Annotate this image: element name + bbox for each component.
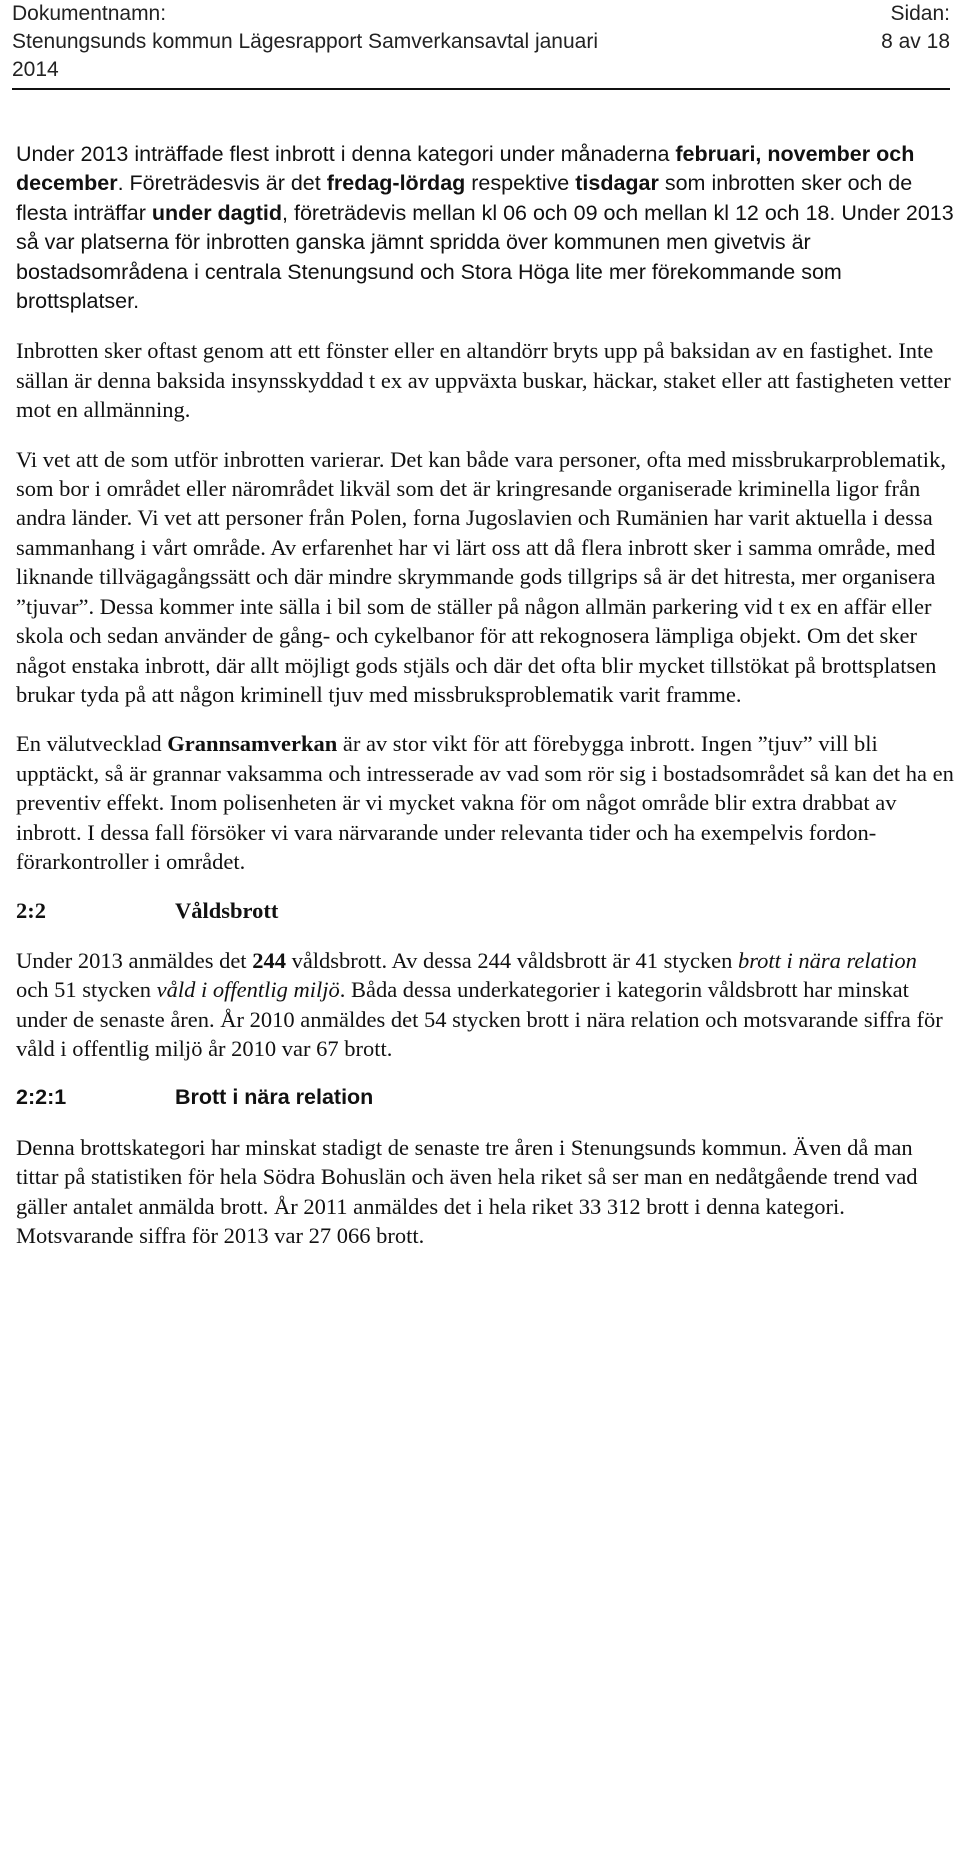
paragraph-perpetrators: Vi vet att de som utför inbrotten varierar. Det kan både vara personer, ofta med missbrukarproblematik, som bor i området eller närområdet likväl som det är kringresande organiserade kriminella ligor från andra länder. Vi vet att personer från Polen, forna Jugoslavien och Rumänien har varit aktuella i dessa sammanhang i vårt område. Av erfarenhet har vi lärt oss att då flera inbrott sker i samma område, med liknande tillvägagångssätt och där mindre skrymmande gods tillgrips så är det hitresta, mer organisera ”tjuvar”. Dessa kommer inte sälla i bil som de ställer på någon allmän parkering vid t ex en affär eller skola och sedan använder de gång- och cykelbanor för att rekognosera lämpliga objekt. Om det sker något enstaka inbrott, där allt möjligt gods stjäls och där det ofta blir mycket tillstökat på brottsplatsen brukar tyda på att någon kriminell tjuv med missbruksproblematik varit framme. — [16, 446, 946, 707]
section-number: 2:2:1 — [16, 1085, 67, 1110]
text-run: Under 2013 inträffade flest inbrott i denna kategori under månaderna — [16, 142, 676, 166]
doc-title: Stenungsunds kommun Lägesrapport Samverkansavtal januari — [12, 30, 599, 53]
bold-months: februari, november och december — [16, 142, 915, 196]
paragraph-domestic-violence: Denna brottskategori har minskat stadigt de senaste tre åren i Stenungsunds kommun. Även då man tittar på statistiken för hela Södra Bohuslän och även hela riket så ser man en nedåtgående trend vad gäller antalet anmälda brott. År 2011 anmäldes det i hela riket 33 312 brott i denna kategori. Motsvarande siffra för 2013 var 27 066 brott. — [16, 1134, 918, 1248]
text-run: . Företrädesvis är det — [117, 171, 327, 196]
paragraph-neighborhood-watch — [16, 729, 954, 876]
bold-days: fredag-lördag — [326, 171, 466, 196]
italic-term: brott i nära relation — [737, 947, 917, 973]
text-run: respektive — [465, 171, 576, 196]
text-run: som inbrotten sker och de flesta inträffar — [16, 171, 913, 225]
section-title: Våldsbrott — [175, 898, 279, 924]
paragraph-violent-crime — [16, 946, 954, 1064]
text-run: våldsbrott. Av dessa 244 våldsbrott är 41 stycken — [285, 947, 738, 973]
doc-year: 2014 — [12, 58, 59, 81]
section-heading-2-2 — [16, 896, 954, 925]
header-divider — [12, 88, 950, 90]
text-run: En välutvecklad — [16, 731, 168, 757]
page-number: 8 av 18 — [881, 30, 950, 53]
text-run: är av stor vikt för att förebygga inbrott. Ingen ”tjuv” vill bli upptäckt, så är grannar vaksamma och intresserade av vad som rör sig i bostadsområdet så kan det ha en preventiv effekt. Inom polisenheten är vi mycket vakna för om något område blir extra drabbat av inbrott. I dessa fall försöker vi vara närvarande under relevanta tider och ha exempelvis fordon-förarkontroller i området. — [16, 731, 954, 874]
italic-term: våld i offentlig miljö — [156, 977, 340, 1003]
text-run: Under 2013 anmäldes det — [16, 947, 253, 973]
bold-daytime: under dagtid — [151, 200, 283, 225]
paragraph-burglary-method: Inbrotten sker oftast genom att ett fönster eller en altandörr bryts upp på baksidan av en fastighet. Inte sällan är denna baksida insynsskyddad t ex av uppväxta buskar, häckar, staket eller att fastigheten vetter mot en allmänning. — [16, 338, 951, 423]
section-heading-2-2-1 — [16, 1083, 954, 1112]
text-run: , företrädevis mellan kl 06 och 09 och mellan kl 12 och 18. Under 2013 så var platserna för inbrotten ganska jämnt spridda över kommunen men givetvis är bostadsområdena i centrala Stenungsund och Stora Höga lite mer förekommande som brottsplatser. — [16, 200, 954, 314]
text-run: . Båda dessa underkategorier i kategorin våldsbrott har minskat under de senaste åren. År 2010 anmäldes det 54 stycken brott i nära relation och motsvarande siffra för våld i offentlig miljö år 2010 var 67 brott. — [16, 977, 943, 1061]
doc-name-label: Dokumentnamn: — [12, 2, 167, 25]
paragraph-burglary-timing — [16, 140, 954, 316]
document-body — [16, 140, 954, 1270]
section-number: 2:2 — [16, 898, 46, 924]
section-title: Brott i nära relation — [175, 1085, 374, 1110]
bold-tuesdays: tisdagar — [575, 171, 659, 196]
bold-count: 244 — [252, 947, 286, 973]
text-run: och 51 stycken — [16, 977, 157, 1003]
bold-grannsamverkan: Grannsamverkan — [167, 731, 338, 757]
page-label: Sidan: — [890, 2, 950, 25]
page-header — [12, 0, 950, 84]
